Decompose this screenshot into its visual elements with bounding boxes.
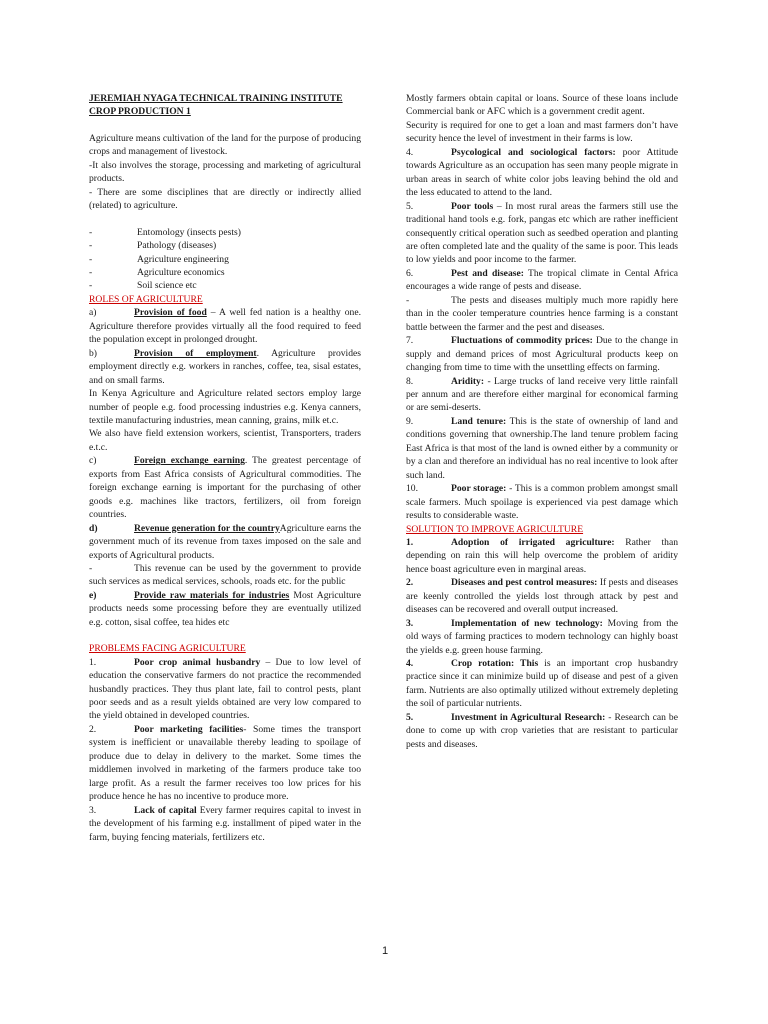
- role-item: e) Provide raw materials for industries Most Agriculture products needs some processing before they are eventually utilized e.g. cotton, sisal coffee, tea hides etc: [89, 589, 361, 628]
- roles-heading: ROLES OF AGRICULTURE: [89, 293, 203, 305]
- problem-item: 2. Poor marketing facilities- Some times the transport system is inefficient or unavailable thereby leading to spoilage of produce due to delay in delivery to the market. Some times the middlemen involved in marketing of the farmers produce take too large profit. As a result the farmer receives too low prices for his produce hence he has no incentive to produce more.: [89, 723, 361, 803]
- list-item: - Agriculture economics: [89, 266, 225, 278]
- intro-paragraph: -It also involves the storage, processing and marketing of agricultural products.: [89, 159, 361, 185]
- right-column: [406, 92, 678, 751]
- role-item: b) Provision of employment. Agriculture provides employment directly e.g. workers in ranches, coffee, tea, sisal estates, and on small farms.: [89, 347, 361, 386]
- problem-item: 4. Psycological and sociological factors: poor Attitude towards Agriculture as an occupation has seen many people migrate in urban areas in search of white color jobs leaving behind the old and the less educated to attend to the land.: [406, 146, 678, 199]
- solution-item: 3. Implementation of new technology: Moving from the old ways of farming practices to modern technology can highly boast the yields e.g. green house farming.: [406, 617, 678, 656]
- problem-paragraph: Mostly farmers obtain capital or loans. Source of these loans include Commercial bank or AFC which is a government credit agent.: [406, 93, 678, 118]
- problem-item: 7. Fluctuations of commodity prices: Due to the change in supply and demand prices of most Agricultural products keep on changing from time to time with the unsettling effects on farming.: [406, 335, 678, 374]
- problem-item: 10. Poor storage: - This is a common problem amongst small scale farmers. Much spoilage is experienced via pest damage which results to considerable waste.: [406, 483, 679, 522]
- problem-item: 9. Land tenure: This is the state of ownership of land and conditions governing that ownership.The land tenure problem facing East Africa is that most of the land is owned either by a community or by a clan and therefore an individual has no real incentive to look after such land.: [406, 415, 678, 481]
- problem-item: 5. Poor tools – In most rural areas the farmers still use the traditional hand tools e.g. fork, pangas etc which are rather inefficient consequently critical operation such as seedbed operation and planting are often completed late and the quality of the same is poor. This leads to low yields and poor income to the farmer.: [406, 200, 678, 266]
- role-paragraph: In Kenya Agriculture and Agriculture related sectors employ large number of people e.g. food processing industries e.g. Kenya canners, textile manufacturing industries, mean canning, grains, milk et.c.: [89, 388, 361, 426]
- page-number: 1: [381, 945, 389, 957]
- solution-item: 2. Diseases and pest control measures: If pests and diseases are keenly controlled the yields lost through attack by pest and diseases can be recovered and overall output increased.: [406, 577, 678, 616]
- role-item: c) Foreign exchange earning. The greatest percentage of exports from East Africa consists of Agricultural commodities. The foreign exchange earning is important for the purchasing of other goods e.g. machines like tractors, fertilizers, oil from foreign countries.: [89, 455, 361, 521]
- left-column: [89, 92, 361, 844]
- list-item: - Entomology (insects pests): [89, 226, 241, 238]
- institute-title: JEREMIAH NYAGA TECHNICAL TRAINING INSTITUTE: [89, 93, 343, 104]
- solution-item: 4. Crop rotation: This is an important crop husbandry practice since it can minimize build up of disease and pest of a given farm. Nutrients are also optimally utilized without extremely depleting the soil of particular nutrients.: [406, 658, 678, 710]
- role-item: a) Provision of food – A well fed nation is a healthy one. Agriculture therefore provides virtually all the food required to feed the population except in prolonged drought.: [89, 307, 361, 346]
- solution-item: 1. Adoption of irrigated agriculture: Rather than depending on rain this will help overcome the problem of aridity hence boast agriculture even in marginal areas.: [406, 536, 678, 575]
- intro-paragraph: - There are some disciplines that are directly or indirectly allied (related) to agriculture.: [89, 186, 361, 212]
- role-paragraph: - This revenue can be used by the government to provide such services as medical services, schools, roads etc. for the public: [89, 562, 361, 588]
- problem-paragraph: - The pests and diseases multiply much more rapidly here than in the cooler temperature countries hence farming is a constant battle between the farmer and the pest and diseases.: [406, 294, 678, 333]
- solutions-heading: SOLUTION TO IMPROVE AGRICULTURE: [406, 523, 584, 535]
- problem-item: 1. Poor crop animal husbandry – Due to low level of education the conservative farmers do not practice the recommended husbandly practices. They thus plant late, fail to control pests, plant poor seeds and as a result yields obtained are very low compared to the yield obtained in developed countries.: [89, 656, 361, 722]
- role-paragraph: We also have field extension workers, scientist, Transporters, traders e.t.c.: [89, 428, 361, 453]
- role-item: d) Revenue generation for the countryAgriculture earns the government much of its revenue from taxes imposed on the sale and exports of Agricultural products.: [89, 522, 361, 561]
- intro-paragraph: Agriculture means cultivation of the land for the purpose of producing crops and management of livestock.: [89, 132, 361, 158]
- list-item: - Pathology (diseases): [89, 240, 217, 252]
- list-item: - Soil science etc: [89, 280, 197, 292]
- problems-heading: PROBLEMS FACING AGRICULTURE: [89, 643, 246, 655]
- solution-item: 5. Investment in Agricultural Research: - Research can be done to come up with crop varieties that are resistant to particular pests and diseases.: [406, 711, 678, 750]
- course-title: CROP PRODUCTION 1: [89, 106, 191, 118]
- problem-paragraph: Security is required for one to get a loan and mast farmers don’t have security hence the level of investment in their farms is low.: [406, 119, 678, 145]
- problem-item: 3. Lack of capital Every farmer requires capital to invest in the development of his farming e.g. installment of piped water in the farm, buying fencing materials, fertilizers etc.: [89, 804, 361, 843]
- list-item: - Agriculture engineering: [89, 253, 229, 265]
- problem-item: 8. Aridity: - Large trucks of land receive very little rainfall per annum and are therefore either marginal for economical farming or are semi-deserts.: [406, 375, 678, 414]
- problem-item: 6. Pest and disease: The tropical climate in Cental Africa encourages a wide range of pests and disease.: [406, 267, 678, 293]
